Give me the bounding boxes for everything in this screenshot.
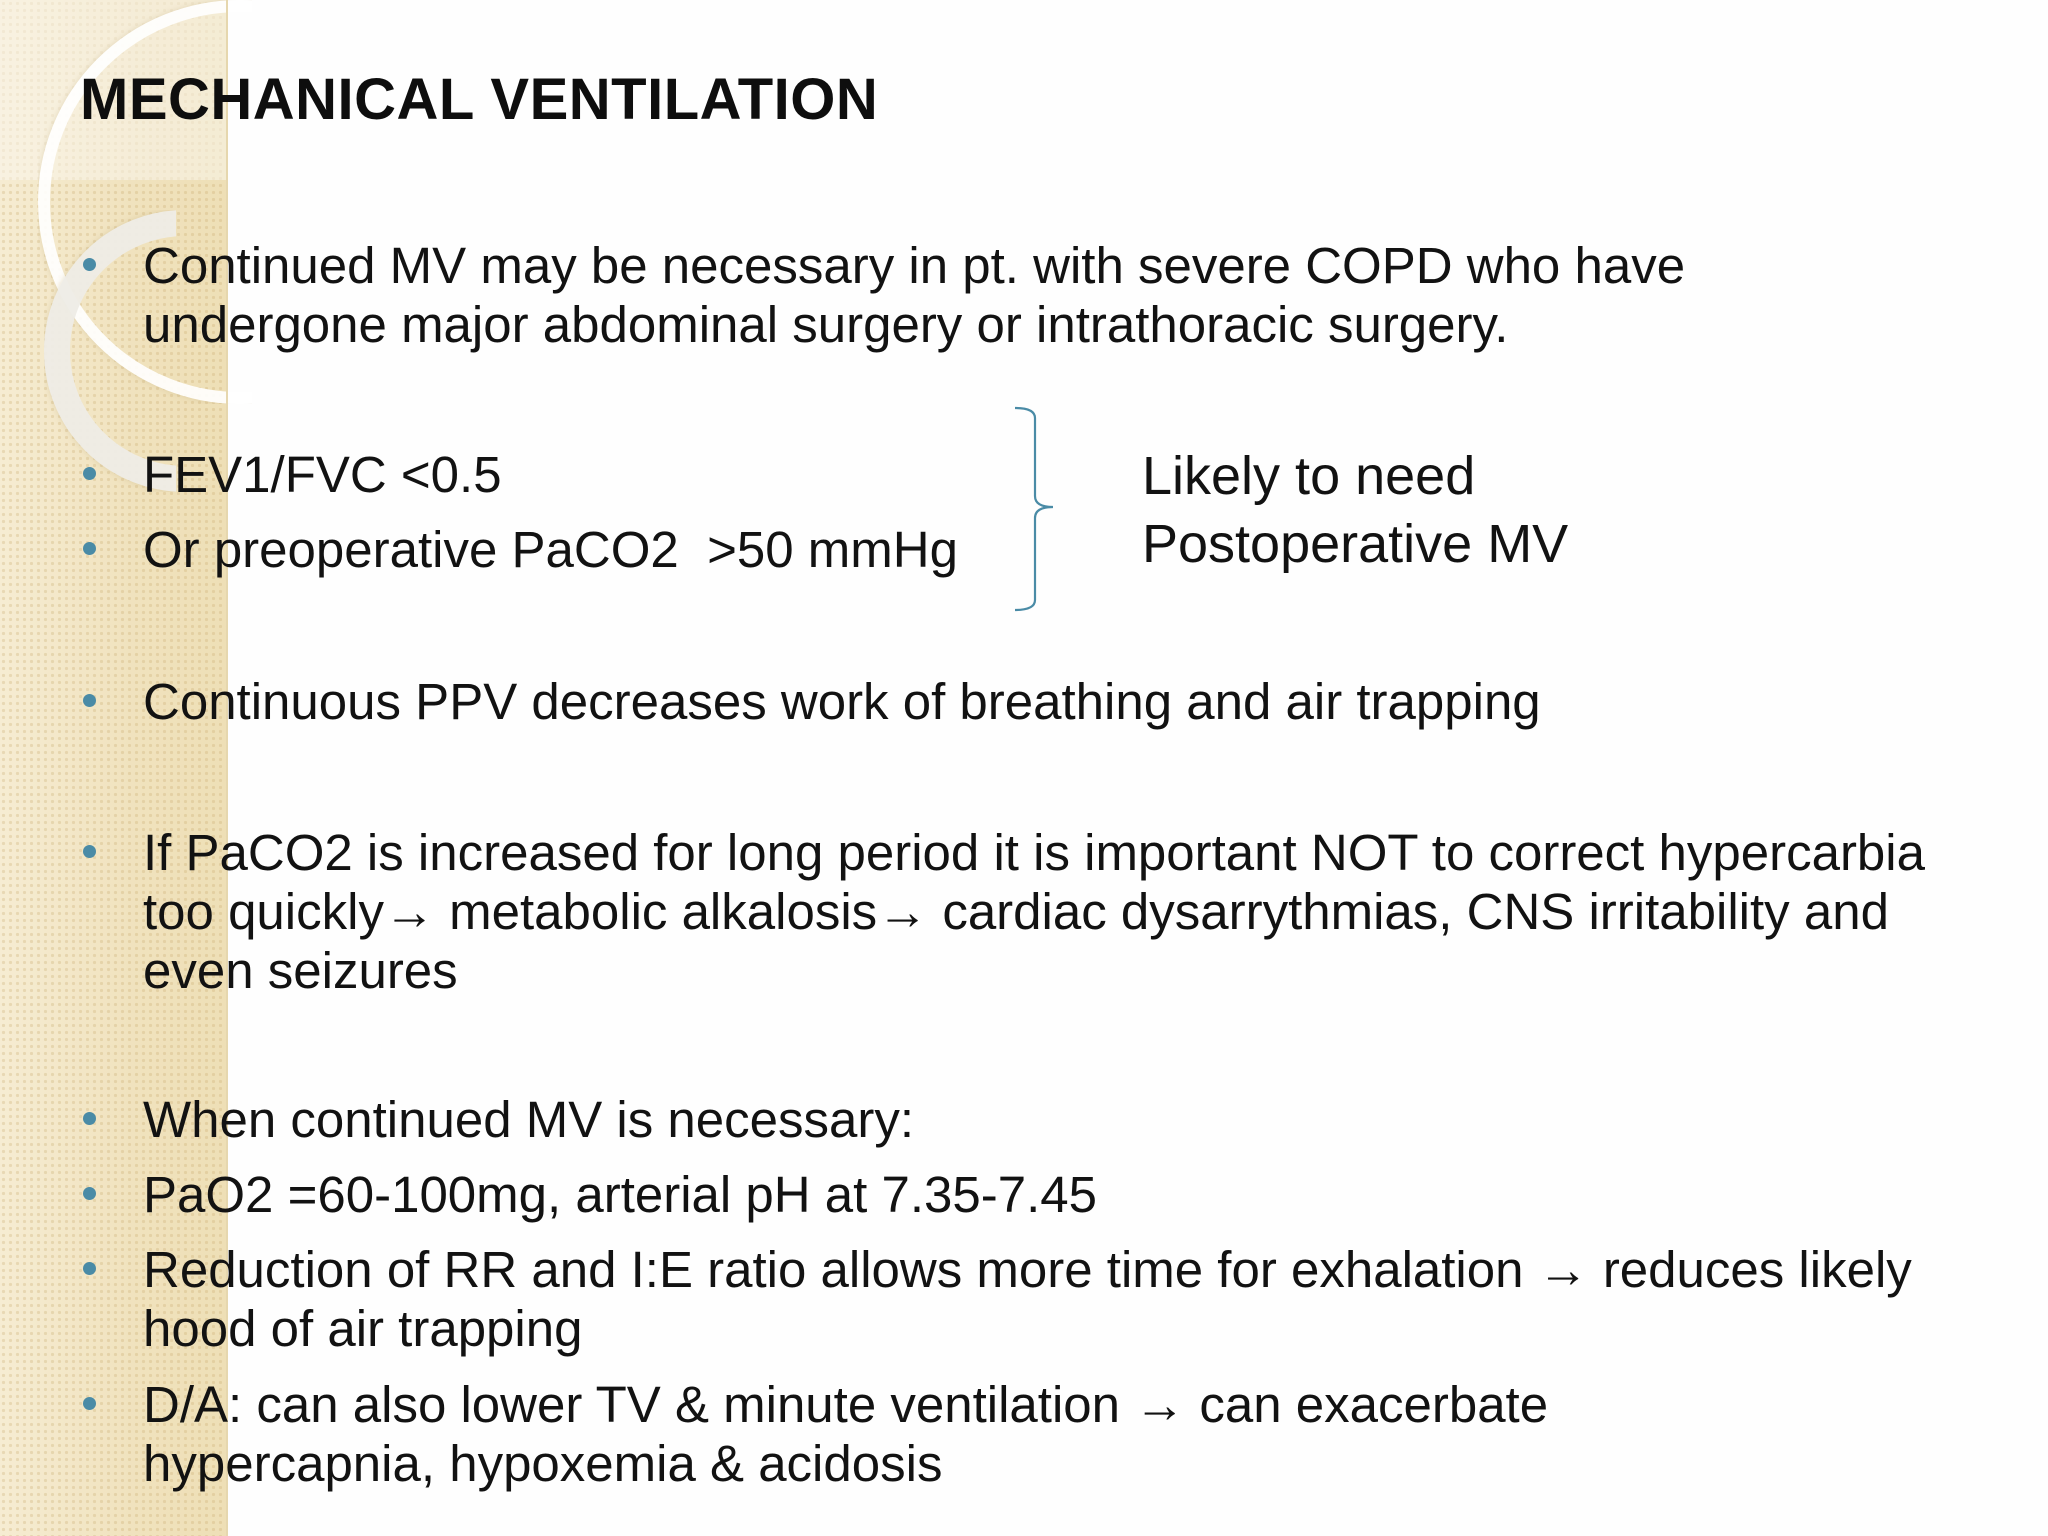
bullet-text: Continued MV may be necessary in pt. with severe COPD who have undergone major abdominal surgery or intrathoracic surgery. (143, 237, 1686, 353)
aside-line-1: Likely to need (1142, 446, 1476, 506)
bullet-dot (83, 542, 96, 555)
bullet-item (80, 1240, 1980, 1358)
bullet-dot (83, 1262, 96, 1275)
bullet-dot (83, 694, 96, 707)
bullet-dot (83, 845, 96, 858)
bullet-dot (83, 1397, 96, 1410)
bullet-item (80, 236, 1980, 354)
bullet-text: PaO2 =60-100mg, arterial pH at 7.35-7.45 (143, 1166, 1097, 1223)
bullet-item (80, 823, 1980, 1000)
bullet-item (80, 1375, 1980, 1493)
curly-brace (1010, 404, 1070, 614)
aside-line-2: Postoperative MV (1142, 514, 1569, 574)
brace-path (1015, 408, 1053, 610)
bullet-text: Reduction of RR and I:E ratio allows more time for exhalation → reduces likely hood of air trapping (143, 1241, 1912, 1357)
bullet-text: FEV1/FVC <0.5 (143, 446, 502, 503)
bullet-dot (83, 1112, 96, 1125)
bullet-dot (83, 258, 96, 271)
bullet-dot (83, 467, 96, 480)
bullet-text: Continuous PPV decreases work of breathing and air trapping (143, 673, 1541, 730)
bullet-item (80, 1090, 1980, 1149)
bullet-text: D/A: can also lower TV & minute ventilation → can exacerbate hypercapnia, hypoxemia & acidosis (143, 1376, 1549, 1492)
slide-title: MECHANICAL VENTILATION (80, 67, 879, 132)
bullet-text: When continued MV is necessary: (143, 1091, 915, 1148)
bullet-text: If PaCO2 is increased for long period it is important NOT to correct hypercarbia too quickly→ metabolic alkalosis→ cardiac dysarrythmias, CNS irritability and even seizures (143, 824, 1925, 999)
bullet-item (80, 1165, 1980, 1224)
bullet-dot (83, 1187, 96, 1200)
bullet-item (80, 672, 1980, 731)
bullet-text: Or preoperative PaCO2 >50 mmHg (143, 521, 958, 578)
aside-note (1142, 442, 1568, 578)
